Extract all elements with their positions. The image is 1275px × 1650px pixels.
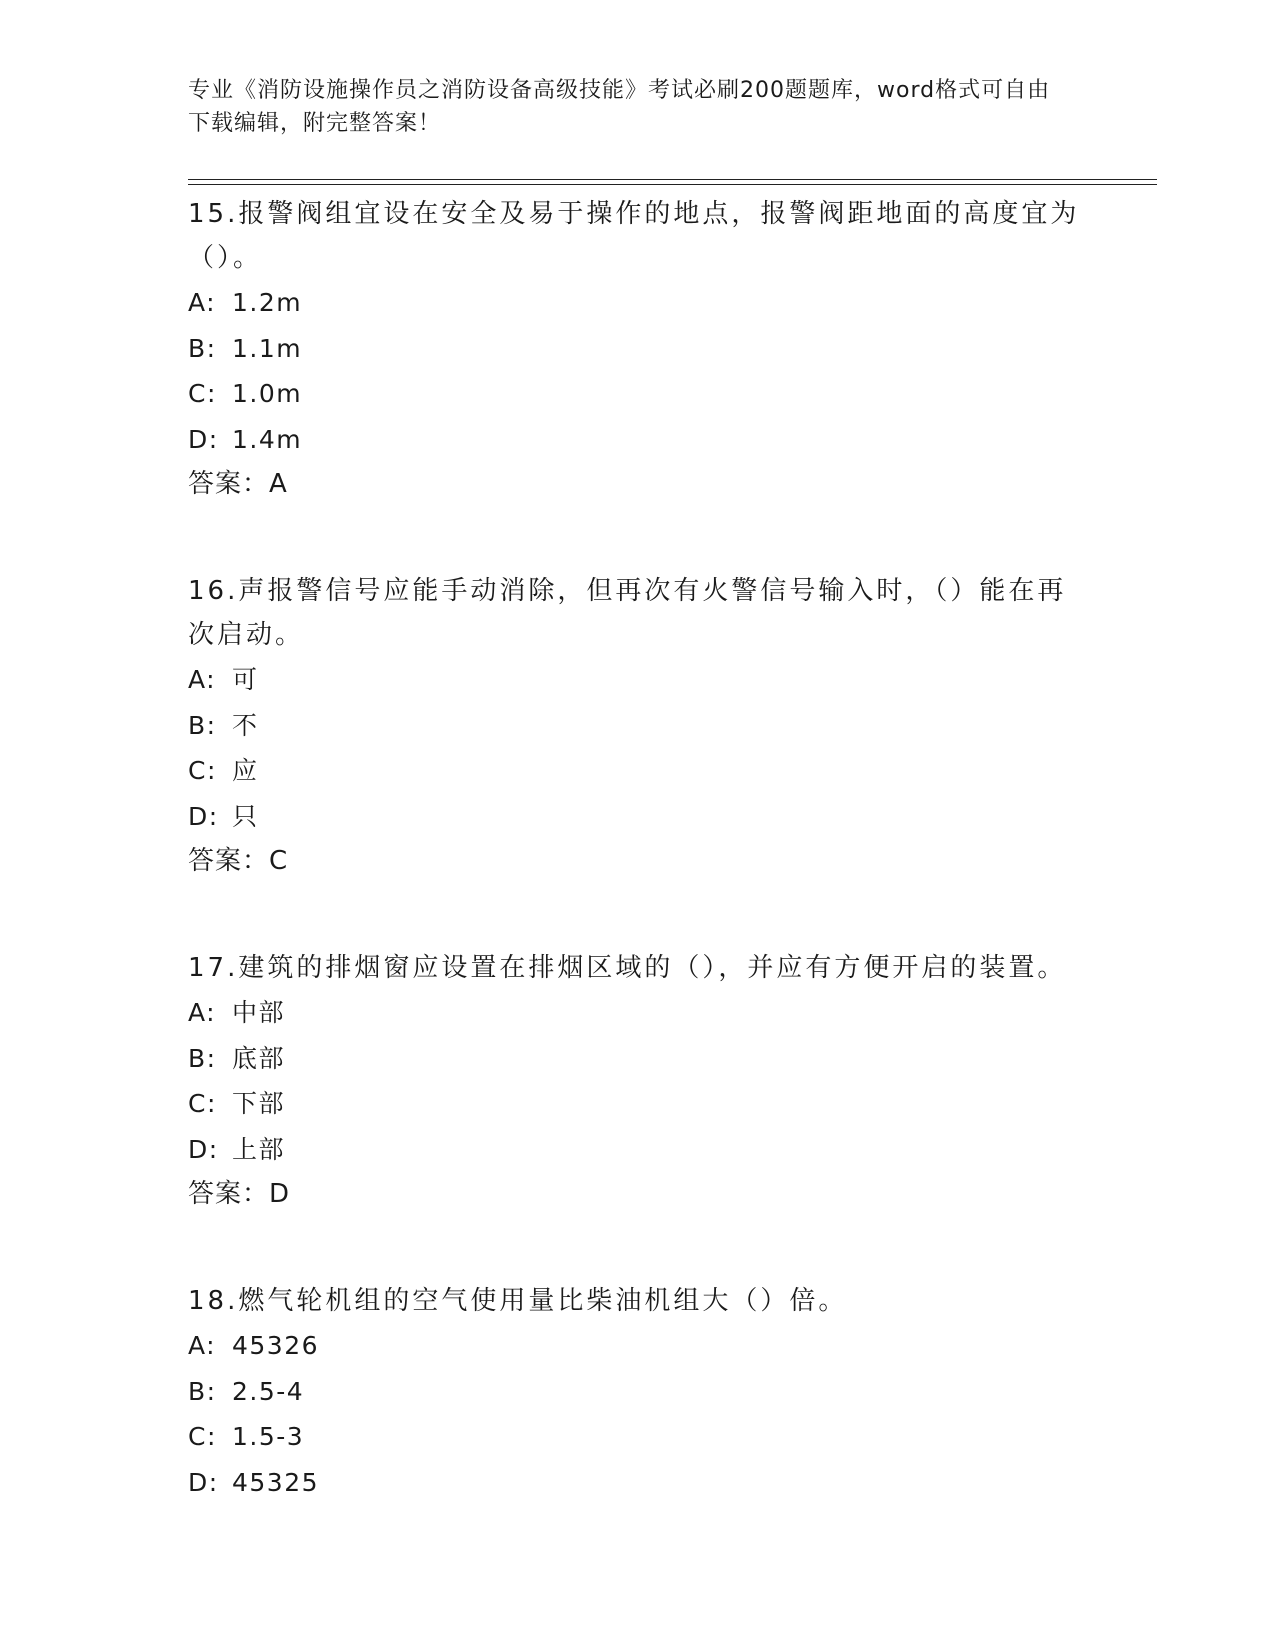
option-letter: B:	[188, 1376, 217, 1406]
option-d	[188, 1460, 1088, 1506]
option-letter: A:	[188, 665, 217, 694]
option-a	[188, 1323, 1088, 1369]
question-spacer	[188, 507, 1088, 567]
option-b	[188, 703, 1088, 749]
option-text: 下部	[232, 1089, 286, 1118]
answer-line: 答案：A	[188, 469, 288, 499]
option-a	[188, 990, 1088, 1036]
option-letter: D:	[188, 424, 219, 454]
question-spacer	[188, 1217, 1088, 1277]
document-header: 专业《消防设施操作员之消防设备高级技能》考试必刷200题题库，word格式可自由下载编辑，附完整答案！	[188, 78, 1051, 136]
header-divider-top	[188, 179, 1157, 180]
option-text: 应	[232, 756, 259, 785]
option-letter: D:	[188, 801, 219, 831]
option-text: 2.5-4	[232, 1376, 305, 1406]
option-letter: A:	[188, 998, 217, 1027]
option-d	[188, 1127, 1088, 1173]
option-letter: C:	[188, 379, 217, 408]
question-17	[188, 944, 1088, 1217]
option-letter: B:	[188, 710, 217, 740]
option-b	[188, 326, 1088, 372]
option-text: 45325	[232, 1467, 320, 1497]
option-c	[188, 371, 1088, 417]
option-letter: A:	[188, 288, 217, 317]
option-letter: B:	[188, 333, 217, 363]
question-15	[188, 190, 1088, 507]
option-text: 可	[232, 665, 259, 694]
option-a	[188, 280, 1088, 326]
option-text: 1.4m	[232, 424, 303, 454]
option-text: 45326	[232, 1331, 320, 1360]
question-list	[188, 190, 1088, 1505]
option-text: 底部	[232, 1043, 286, 1073]
option-b	[188, 1369, 1088, 1415]
option-letter: D:	[188, 1467, 219, 1497]
question-stem: 17.建筑的排烟窗应设置在排烟区域的（），并应有方便开启的装置。	[188, 953, 1067, 983]
option-text: 上部	[232, 1134, 286, 1164]
option-letter: B:	[188, 1043, 217, 1073]
option-letter: C:	[188, 1089, 217, 1118]
option-b	[188, 1036, 1088, 1082]
option-text: 1.1m	[232, 333, 303, 363]
question-stem: 18.燃气轮机组的空气使用量比柴油机组大（）倍。	[188, 1286, 848, 1316]
option-letter: A:	[188, 1331, 217, 1360]
option-letter: C:	[188, 756, 217, 785]
option-text: 1.0m	[232, 379, 303, 408]
question-stem: 15.报警阀组宜设在安全及易于操作的地点，报警阀距地面的高度宜为（）。	[188, 199, 1080, 273]
option-d	[188, 794, 1088, 840]
question-stem: 16.声报警信号应能手动消除，但再次有火警信号输入时，（）能在再次启动。	[188, 576, 1067, 650]
question-16	[188, 567, 1088, 884]
option-c	[188, 1414, 1088, 1460]
answer-line: 答案：D	[188, 1179, 291, 1209]
option-c	[188, 748, 1088, 794]
option-d	[188, 417, 1088, 463]
option-a	[188, 657, 1088, 703]
answer-line: 答案：C	[188, 846, 289, 876]
option-text: 1.2m	[232, 288, 303, 317]
option-text: 中部	[232, 998, 286, 1027]
option-text: 不	[232, 710, 259, 740]
option-letter: C:	[188, 1422, 217, 1451]
header-divider-bottom	[188, 184, 1157, 185]
option-c	[188, 1081, 1088, 1127]
question-spacer	[188, 884, 1088, 944]
question-18	[188, 1277, 1088, 1505]
option-text: 1.5-3	[232, 1422, 305, 1451]
option-text: 只	[232, 801, 259, 831]
option-letter: D:	[188, 1134, 219, 1164]
